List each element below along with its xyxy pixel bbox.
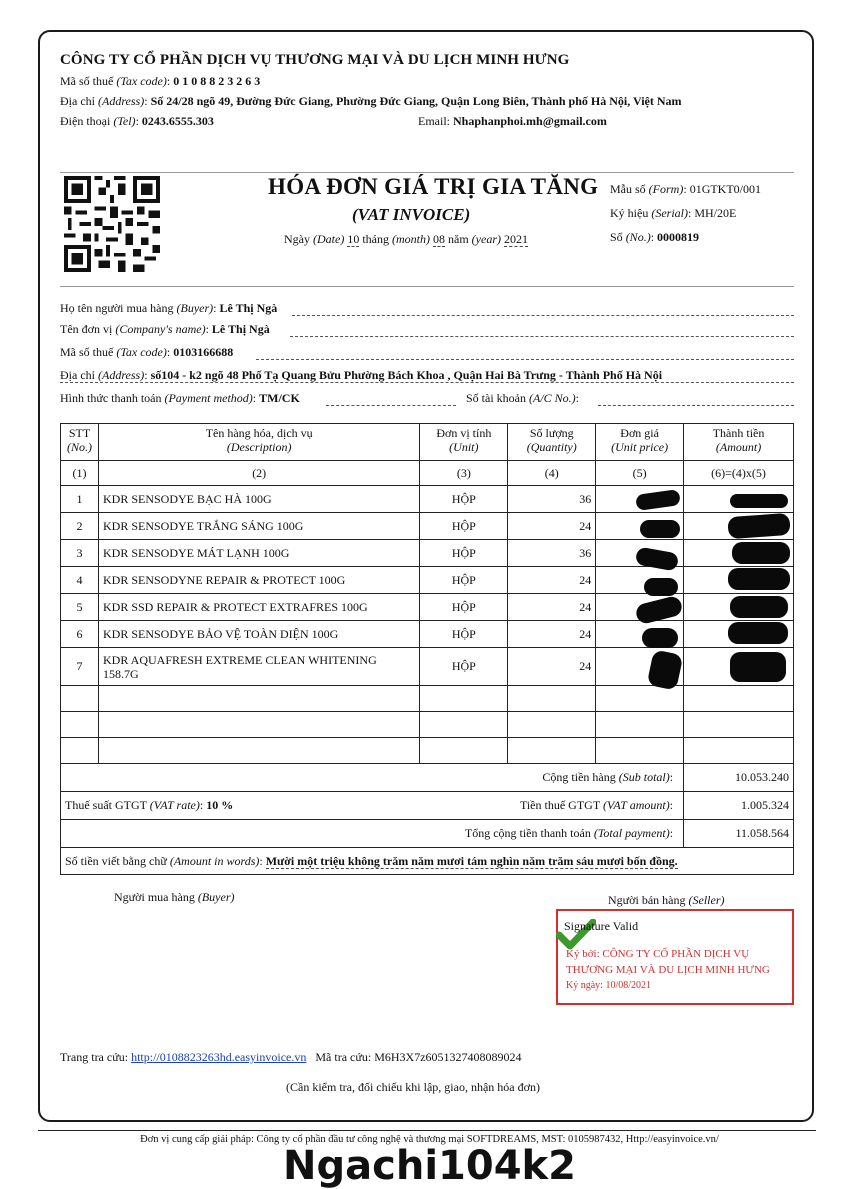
buyer-payment-line: Hình thức thanh toán (Payment method): TM/CK — [60, 391, 300, 405]
company-phone-line: Điện thoại (Tel): 0243.6555.303 — [60, 114, 214, 128]
header-unit: Đơn vị tính (Unit) — [420, 424, 508, 461]
company-address-line: Địa chỉ (Address): Số 24/28 ngõ 49, Đường Đức Giang, Phường Đức Giang, Quận Long Biên, Thành phố Hà Nội, Việt Nam — [60, 94, 682, 108]
buyer-address: số104 - k2 ngõ 48 Phố Tạ Quang Bửu Phường Bách Khoa , Quận Hai Bà Trưng - Thành Phố Hà Nội — [150, 368, 663, 382]
total-value: 11.058.564 — [684, 820, 794, 848]
lookup-line: Trang tra cứu: http://0108823263hd.easyinvoice.vn Mã tra cứu: M6H3X7z6051327408089024 — [60, 1050, 522, 1064]
redaction-mark — [727, 513, 790, 539]
table-header-row — [61, 424, 794, 461]
invoice-day: 10 — [347, 232, 360, 246]
signature-valid-text: Signature Valid — [564, 919, 639, 933]
invoice-serial: Ký hiệu (Serial): MH/20E — [610, 206, 737, 220]
buyer-address-underline — [60, 382, 794, 383]
header-amount: Thành tiền (Amount) — [684, 424, 794, 461]
table-row: 7 KDR AQUAFRESH EXTREME CLEAN WHITENING 158.7G HỘP 24 — [61, 648, 794, 686]
invoice-date: Ngày (Date) 10 tháng (month) 08 năm (year) 2021 — [284, 232, 528, 246]
buyer-address-line: Địa chỉ (Address): số104 - k2 ngõ 48 Phố Tạ Quang Bửu Phường Bách Khoa , Quận Hai Bà Trưng - Thành Phố Hà Nội — [60, 368, 663, 382]
overlay-caption: Ngachi104k2 — [283, 1143, 576, 1189]
header-quantity: Số lượng (Quantity) — [508, 424, 596, 461]
lookup-code: M6H3X7z6051327408089024 — [374, 1050, 522, 1064]
invoice-month: 08 — [433, 232, 445, 246]
qr-code-icon — [64, 176, 160, 272]
company-phone: 0243.6555.303 — [141, 114, 214, 128]
table-row: 6 KDR SENSODYE BẢO VỆ TOÀN DIỆN 100G HỘP 24 — [61, 621, 794, 648]
redaction-mark — [728, 568, 790, 590]
subtotal-row: Cộng tiền hàng (Sub total): 10.053.240 — [61, 764, 794, 792]
table-row: 4 KDR SENSODYNE REPAIR & PROTECT 100G HỘP 24 — [61, 567, 794, 594]
digital-signature-box — [556, 909, 794, 1005]
buyer-account-line: Số tài khoản (A/C No.): — [466, 391, 580, 405]
company-email-line: Email: Nhaphanphoi.mh@gmail.com — [418, 114, 607, 128]
table-row: 2 KDR SENSODYE TRẮNG SÁNG 100G HỘP 24 — [61, 513, 794, 540]
signed-by-line-1: Ký bởi: CÔNG TY CỔ PHẦN DỊCH VỤ — [566, 948, 750, 960]
table-row: 5 KDR SSD REPAIR & PROTECT EXTRAFRES 100G HỘP 24 — [61, 594, 794, 621]
redaction-mark — [730, 652, 786, 682]
company-email: Nhaphanphoi.mh@gmail.com — [453, 114, 607, 128]
buyer-company: Lê Thị Ngà — [211, 322, 270, 336]
invoice-form: Mẫu số (Form): 01GTKT0/001 — [610, 182, 762, 196]
redaction-mark — [732, 542, 790, 564]
invoice-title: HÓA ĐƠN GIÁ TRỊ GIA TĂNG — [268, 174, 599, 199]
buyer-tax-line: Mã số thuế (Tax code): 0103166688 — [60, 345, 234, 359]
table-empty-row — [61, 686, 794, 712]
buyer-payment-underline — [326, 405, 456, 406]
vat-amount-value: 1.005.324 — [684, 792, 794, 820]
redaction-mark — [644, 578, 678, 596]
redaction-mark — [730, 596, 788, 618]
footer-divider — [38, 1130, 816, 1131]
company-name: CÔNG TY CỔ PHẦN DỊCH VỤ THƯƠNG MẠI VÀ DU LỊCH MINH HƯNG — [60, 52, 570, 68]
company-address: Số 24/28 ngõ 49, Đường Đức Giang, Phường Đức Giang, Quận Long Biên, Thành phố Hà Nội, Việt Nam — [150, 94, 682, 108]
lookup-note: (Cần kiểm tra, đối chiếu khi lập, giao, nhận hóa đơn) — [286, 1080, 540, 1094]
amount-in-words-row: Số tiền viết bằng chữ (Amount in words): Mười một triệu không trăm năm mươi tám nghìn năm trăm sáu mươi bốn đồng. — [61, 848, 794, 875]
invoice-year: 2021 — [504, 232, 528, 246]
buyer-name-underline — [292, 315, 794, 316]
redaction-mark — [640, 520, 680, 538]
company-tax-code: 0 1 0 8 8 2 3 2 6 3 — [173, 74, 261, 88]
vat-row: Thuế suất GTGT (VAT rate): 10 % Tiền thuế GTGT (VAT amount): 1.005.324 — [61, 792, 794, 820]
buyer-account-underline — [598, 405, 794, 406]
header-description: Tên hàng hóa, dịch vụ (Description) — [98, 424, 419, 461]
buyer-company-underline — [290, 336, 794, 337]
subtotal-value: 10.053.240 — [684, 764, 794, 792]
invoice-number: Số (No.): 0000819 — [610, 230, 700, 244]
lookup-link[interactable]: http://0108823263hd.easyinvoice.vn — [131, 1050, 307, 1064]
signed-by-line-2: THƯƠNG MẠI VÀ DU LỊCH MINH HƯNG — [566, 964, 770, 976]
buyer-name: Lê Thị Ngà — [219, 301, 278, 315]
header-no: STT (No.) — [61, 424, 99, 461]
items-table — [60, 423, 794, 875]
provider-text: Đơn vị cung cấp giải pháp: Công ty cổ phần đầu tư công nghệ và thương mại SOFTDREAMS, MST: 0105987432, Http://easyinvoice.vn/ — [140, 1134, 719, 1145]
table-empty-row — [61, 738, 794, 764]
amount-in-words: Mười một triệu không trăm năm mươi tám nghìn năm trăm sáu mươi bốn đồng. — [265, 853, 678, 868]
company-tax-line: Mã số thuế (Tax code): 0 1 0 8 8 2 3 2 6 3 — [60, 74, 261, 88]
buyer-tax-underline — [256, 359, 794, 360]
title-divider — [60, 286, 794, 287]
total-row: Tổng cộng tiền thanh toán (Total payment): 11.058.564 — [61, 820, 794, 848]
buyer-name-line: Họ tên người mua hàng (Buyer): Lê Thị Ngà — [60, 301, 278, 315]
redaction-mark — [730, 494, 788, 508]
header-unit-price: Đơn giá (Unit price) — [596, 424, 684, 461]
buyer-company-line: Tên đơn vị (Company's name): Lê Thị Ngà — [60, 322, 270, 336]
buyer-signature-label: Người mua hàng (Buyer) — [114, 890, 235, 904]
table-empty-row — [61, 712, 794, 738]
table-index-row: (1) (2) (3) (4) (5) (6)=(4)x(5) — [61, 461, 794, 486]
buyer-tax-code: 0103166688 — [173, 345, 234, 359]
redaction-mark — [728, 622, 788, 644]
seller-signature-label: Người bán hàng (Seller) — [608, 893, 725, 907]
buyer-payment: TM/CK — [259, 391, 300, 405]
table-row: 3 KDR SENSODYE MÁT LẠNH 100G HỘP 36 — [61, 540, 794, 567]
table-row: 1 KDR SENSODYE BẠC HÀ 100G HỘP 36 — [61, 486, 794, 513]
header-divider — [60, 172, 794, 173]
vat-rate-value: 10 % — [206, 798, 234, 812]
redaction-mark — [642, 628, 678, 648]
invoice-subtitle: (VAT INVOICE) — [352, 205, 471, 224]
signed-date: Ký ngày: 10/08/2021 — [566, 980, 651, 991]
